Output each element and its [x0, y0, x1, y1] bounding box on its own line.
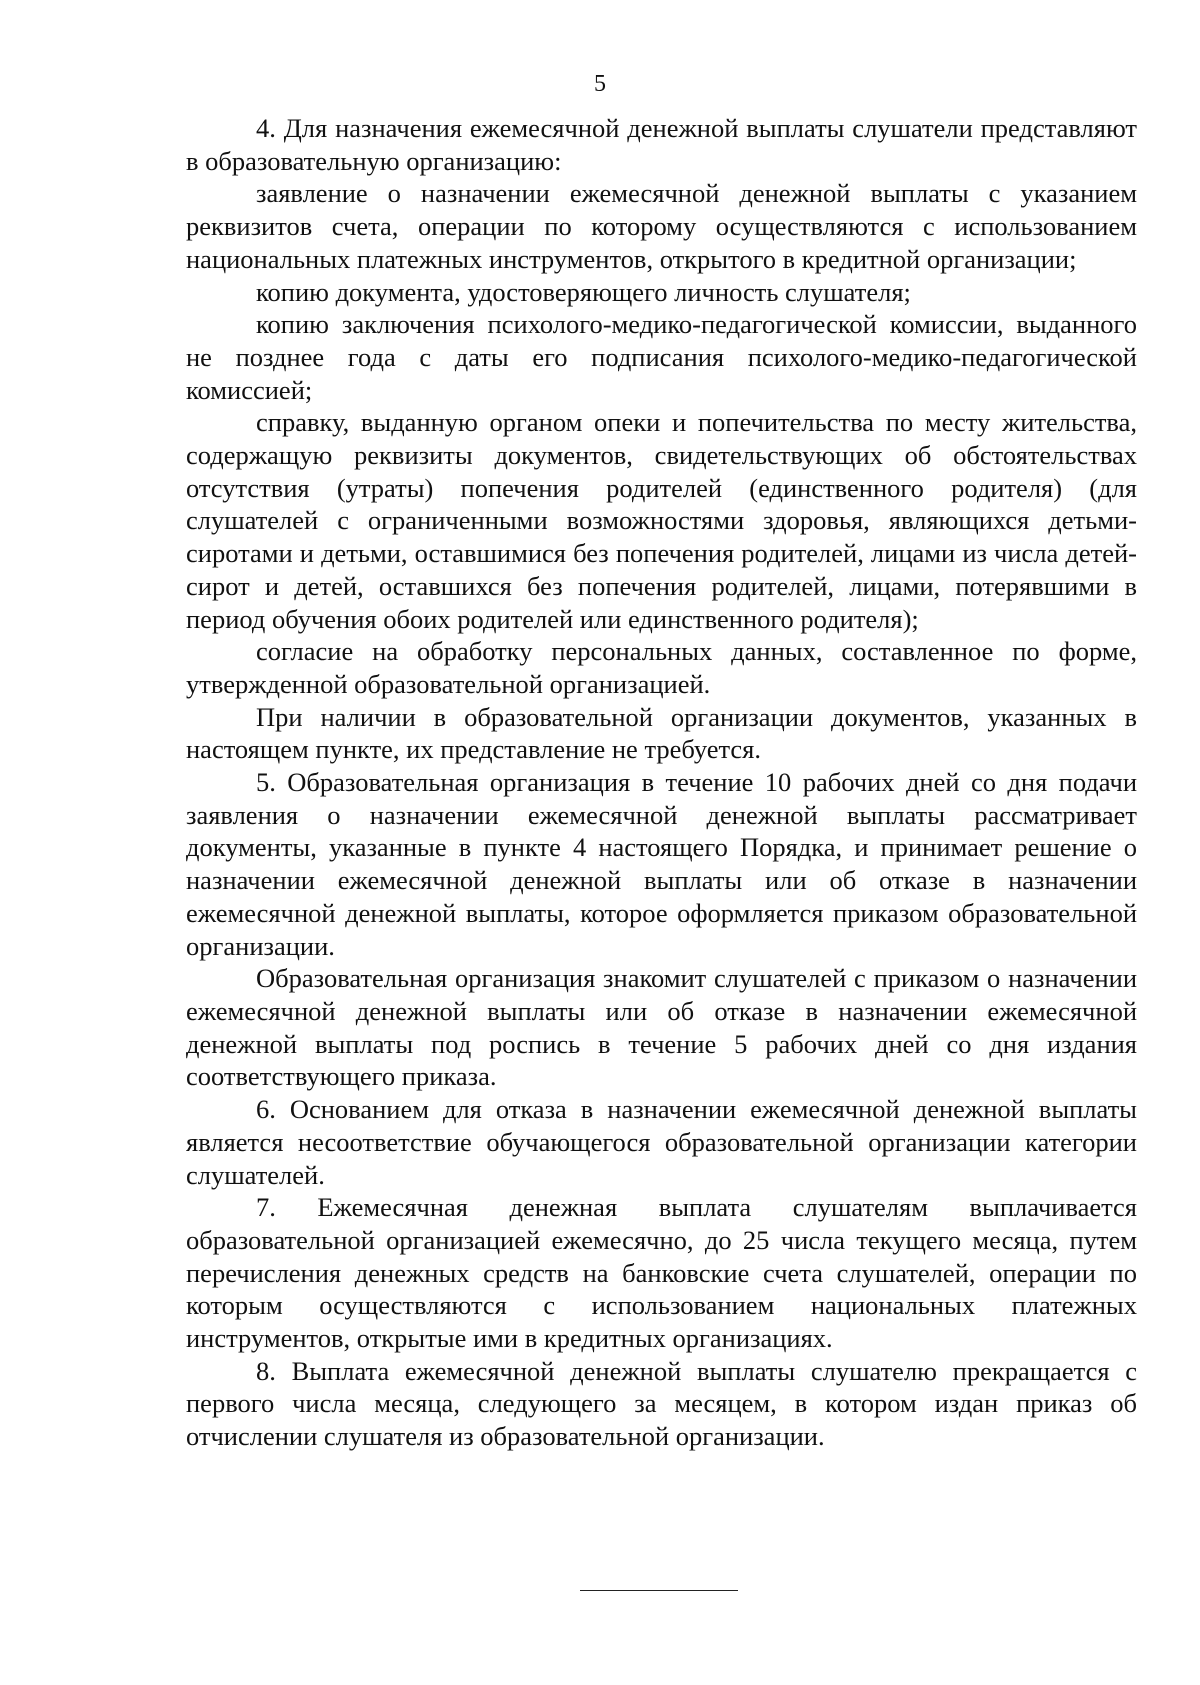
paragraph-id-copy: копию документа, удостоверяющего личность слушателя;: [256, 276, 911, 307]
paragraph-order-notice: Образовательная организация знакомит слушателей с приказом о назначении ежемесячной денежной выплаты или об отказе в назначении ежемесячной денежной выплаты под роспись в течение 5 рабочих дней со дня издания соответствующего приказа.: [186, 963, 1137, 1092]
paragraph-item-6: 6. Основанием для отказа в назначении ежемесячной денежной выплаты является несоответствие обучающегося образовательной организации категории слушателей.: [186, 1094, 1137, 1190]
page-number: 5: [594, 71, 606, 97]
paragraph-item-4-intro: 4. Для назначения ежемесячной денежной выплаты слушатели представляют в образовательную организацию:: [186, 113, 1137, 176]
end-of-document-line: [580, 1590, 738, 1591]
paragraph-application: заявление о назначении ежемесячной денежной выплаты с указанием реквизитов счета, операции по которому осуществляются с использованием национальных платежных инструментов, открытого в кредитной организации;: [186, 178, 1137, 274]
paragraph-personal-data-consent: согласие на обработку персональных данных, составленное по форме, утвержденной образовательной организацией.: [186, 636, 1137, 699]
paragraph-item-7: 7. Ежемесячная денежная выплата слушателям выплачивается образовательной организацией ежемесячно, до 25 числа текущего месяца, путем перечисления денежных средств на банковские счета слушателей, операции по которым осуществляются с использованием национальных платежных инструментов, открытые ими в кредитных организациях.: [186, 1192, 1137, 1354]
document-body: [186, 112, 1137, 1453]
paragraph-commission-copy: копию заключения психолого-медико-педагогической комиссии, выданного не позднее года с даты его подписания психолого-медико-педагогической комиссией;: [186, 309, 1137, 405]
paragraph-documents-available: При наличии в образовательной организации документов, указанных в настоящем пункте, их представление не требуется.: [186, 701, 1137, 765]
paragraph-guardianship-certificate: справку, выданную органом опеки и попечительства по месту жительства, содержащую реквизиты документов, свидетельствующих об обстоятельствах отсутствия (утраты) попечения родителей (единственного родителя) (для слушателей с ограниченными возможностями здоровья, являющихся детьми-сиротами и детьми, оставшимися без попечения родителей, лицами из числа детей-сирот и детей, оставшихся без попечения родителей, лицами, потерявшими в период обучения обоих родителей или единственного родителя);: [186, 407, 1137, 634]
paragraph-item-8: 8. Выплата ежемесячной денежной выплаты слушателю прекращается с первого числа месяца, следующего за месяцем, в котором издан приказ об отчислении слушателя из образовательной организации.: [186, 1355, 1137, 1452]
paragraph-item-5: 5. Образовательная организация в течение 10 рабочих дней со дня подачи заявления о назначении ежемесячной денежной выплаты рассматривает документы, указанные в пункте 4 настоящего Порядка, и принимает решение о назначении ежемесячной денежной выплаты или об отказе в назначении ежемесячной денежной выплаты, которое оформляется приказом образовательной организации.: [186, 767, 1137, 961]
